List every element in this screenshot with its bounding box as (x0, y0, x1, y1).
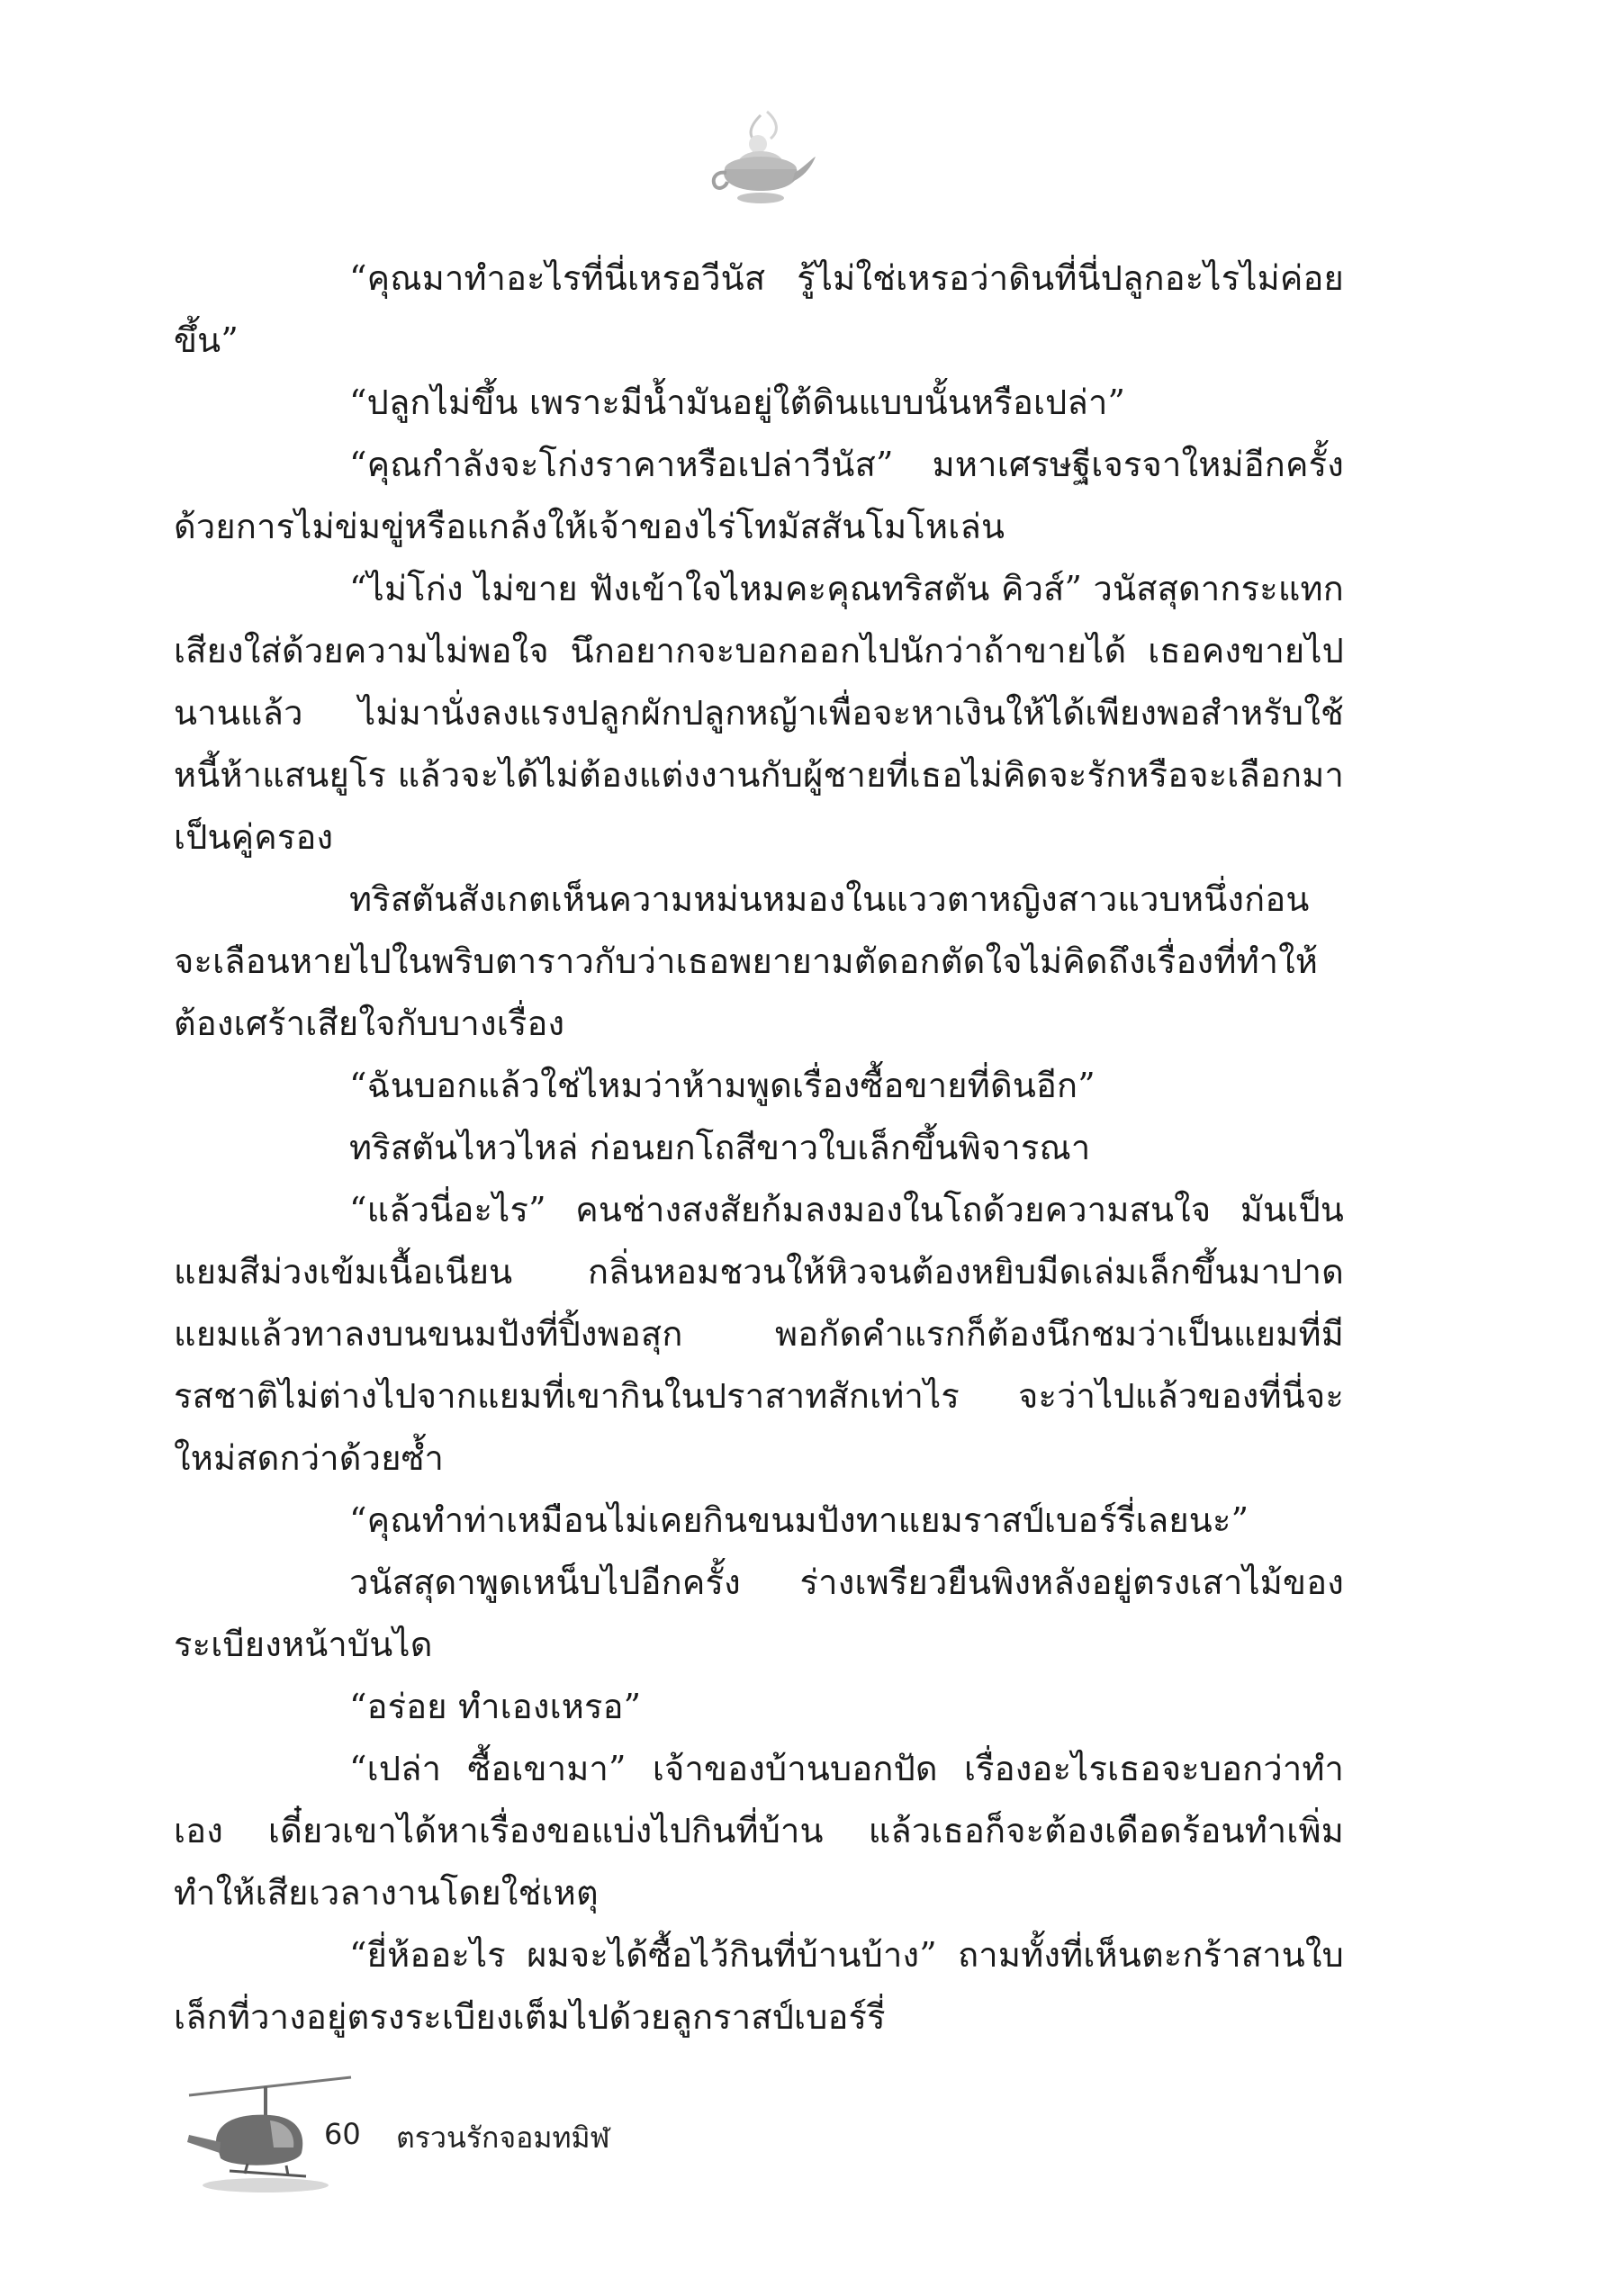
book-title: ตรวนรักจอมทมิฬ (396, 2120, 610, 2155)
paragraph: “ปลูกไม่ขึ้น เพราะมีน้ำมันอยู่ใต้ดินแบบนั้นหรือเปล่า” (349, 383, 1126, 422)
body-text (174, 248, 1344, 2048)
page-footer (180, 2070, 720, 2205)
page-number: 60 (324, 2117, 361, 2151)
paragraph: “ไม่โก่ง ไม่ขาย ฟังเข้าใจไหมคะคุณทริสตัน คิวส์” วนัสสุดากระแทกเสียงใส่ด้วยความไม่พอใจ นึกอยากจะบอกออกไปนักว่าถ้าขายได้ เธอคงขายไปนานแล้ว ไม่มานั่งลงแรงปลูกผักปลูกหญ้าเพื่อจะหาเงินให้ได้เพียงพอสำหรับใช้หนี้ห้าแสนยูโร แล้วจะได้ไม่ต้องแต่งงานกับผู้ชายที่เธอไม่คิดจะรักหรือจะเลือกมาเป็นคู่ครอง (174, 569, 1344, 857)
paragraph: “คุณกำลังจะโก่งราคาหรือเปล่าวีนัส” มหาเศรษฐีเจรจาใหม่อีกครั้งด้วยการไม่ข่มขู่หรือแกล้งให้เจ้าของไร่โทมัสสันโมโหเล่น (174, 445, 1344, 546)
paragraph: ทริสตันสังเกตเห็นความหม่นหมองในแววตาหญิงสาวแวบหนึ่งก่อนจะเลือนหายไปในพริบตาราวกับว่าเธอพยายามตัดอกตัดใจไม่คิดถึงเรื่องที่ทำให้ต้องเศร้าเสียใจกับบางเรื่อง (174, 879, 1319, 1043)
paragraph: “เปล่า ซื้อเขามา” เจ้าของบ้านบอกปัด เรื่องอะไรเธอจะบอกว่าทำเอง เดี๋ยวเขาได้หาเรื่องขอแบ่งไปกินที่บ้าน แล้วเธอก็จะต้องเดือดร้อนทำเพิ่ม ทำให้เสียเวลางานโดยใช่เหตุ (174, 1749, 1344, 1913)
paragraph: “คุณมาทำอะไรที่นี่เหรอวีนัส รู้ไม่ใช่เหรอว่าดินที่นี่ปลูกอะไรไม่ค่อยขึ้น” (174, 258, 1344, 360)
paragraph: “อร่อย ทำเองเหรอ” (349, 1687, 642, 1726)
genie-lamp-ornament (702, 108, 819, 216)
paragraph: “คุณทำท่าเหมือนไม่เคยกินขนมปังทาแยมราสป์เบอร์รี่เลยนะ” (349, 1500, 1249, 1540)
paragraph: ทริสตันไหวไหล่ ก่อนยกโถสีขาวใบเล็กขึ้นพิจารณา (349, 1128, 1091, 1167)
paragraph: “ยี่ห้ออะไร ผมจะได้ซื้อไว้กินที่บ้านบ้าง” ถามทั้งที่เห็นตะกร้าสานใบเล็กที่วางอยู่ตรงระเบียงเต็มไปด้วยลูกราสป์เบอร์รี่ (174, 1935, 1344, 2037)
paragraph: วนัสสุดาพูดเหน็บไปอีกครั้ง ร่างเพรียวยืนพิงหลังอยู่ตรงเสาไม้ของระเบียงหน้าบันได (174, 1562, 1344, 1664)
paragraph: “แล้วนี่อะไร” คนช่างสงสัยก้มลงมองในโถด้วยความสนใจ มันเป็นแยมสีม่วงเข้มเนื้อเนียน กลิ่นหอมชวนให้หิวจนต้องหยิบมีดเล่มเล็กขึ้นมาปาดแยมแล้วทาลงบนขนมปังที่ปิ้งพอสุก พอกัดคำแรกก็ต้องนึกชมว่าเป็นแยมที่มีรสชาติไม่ต่างไปจากแยมที่เขากินในปราสาทสักเท่าไร จะว่าไปแล้วของที่นี่จะใหม่สดกว่าด้วยซ้ำ (174, 1190, 1344, 1478)
lamp-icon (702, 108, 819, 216)
paragraph: “ฉันบอกแล้วใช่ไหมว่าห้ามพูดเรื่องซื้อขายที่ดินอีก” (349, 1066, 1096, 1105)
